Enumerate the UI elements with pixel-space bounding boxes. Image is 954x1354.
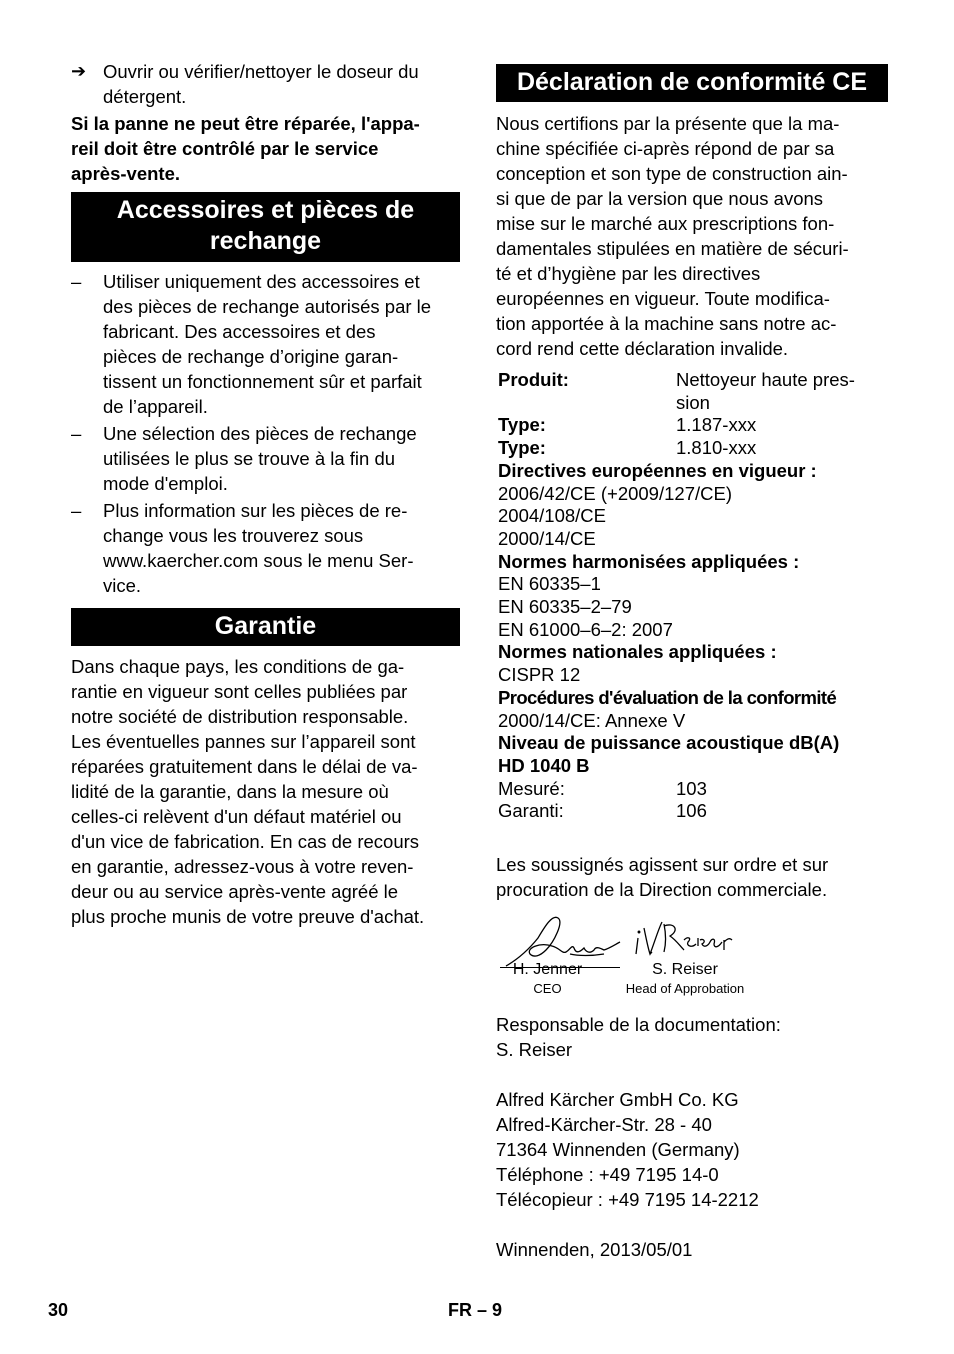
signature-reiser bbox=[636, 922, 732, 954]
guaranteed-value: 106 bbox=[676, 800, 707, 822]
standard-item: CISPR 12 bbox=[498, 664, 581, 686]
paragraph-line: notre société de distribution responsable. bbox=[71, 706, 409, 727]
paragraph-line: tion apportée à la machine sans notre ac- bbox=[496, 313, 837, 334]
signer-jenner bbox=[500, 961, 595, 997]
paragraph-line: d'un vice de fabrication. En cas de recours bbox=[71, 831, 420, 852]
product-row bbox=[498, 369, 888, 414]
heading-line: Accessoires et pièces de bbox=[116, 196, 415, 224]
heading-line: rechange bbox=[209, 227, 322, 255]
dash-bullet: – bbox=[71, 500, 82, 521]
directives-label: Directives européennes en vigueur : bbox=[498, 459, 817, 481]
paragraph-line: en garantie, adressez-vous à votre reven- bbox=[71, 856, 414, 877]
product-value bbox=[676, 369, 888, 414]
measured-value: 103 bbox=[676, 777, 707, 799]
type-row bbox=[498, 437, 888, 460]
national-standards-label: Normes nationales appliquées : bbox=[498, 641, 777, 663]
paragraph-line: rantie en vigueur sont celles publiées par bbox=[71, 681, 408, 702]
model-label: HD 1040 B bbox=[498, 754, 590, 776]
conformity-procedures-label: Procédures d'évaluation de la conformité bbox=[498, 686, 837, 708]
signer-name: S. Reiser bbox=[652, 961, 718, 978]
type-value: 1.187-xxx bbox=[676, 414, 757, 436]
garantie-heading: Garantie bbox=[71, 608, 460, 646]
instruction-text bbox=[103, 59, 460, 109]
address-line: Alfred-Kärcher-Str. 28 - 40 bbox=[496, 1114, 712, 1135]
directive-item: 2006/42/CE (+2009/127/CE) bbox=[498, 482, 732, 504]
section-page-label: FR – 9 bbox=[448, 1300, 503, 1320]
type-row bbox=[498, 414, 888, 437]
sound-power-label: Niveau de puissance acoustique dB(A) bbox=[498, 732, 840, 754]
declaration-intro bbox=[496, 111, 888, 361]
list-line: des pièces de rechange autorisés par le bbox=[103, 296, 432, 317]
dash-bullet: – bbox=[71, 423, 82, 444]
signature-jenner bbox=[506, 917, 620, 966]
product-label: Produit: bbox=[498, 369, 569, 390]
list-line: Une sélection des pièces de rechange bbox=[103, 423, 417, 444]
value-line: Nettoyeur haute pres- bbox=[676, 369, 855, 390]
paragraph-line: chine spécifiée ci-après répond de par sa bbox=[496, 138, 835, 159]
paragraph-line: Nous certifions par la présente que la ma- bbox=[496, 113, 840, 134]
harmonized-standards-label: Normes harmonisées appliquées : bbox=[498, 550, 800, 572]
paragraph-line: plus proche munis de votre preuve d'achat. bbox=[71, 906, 425, 927]
paragraph-line: procuration de la Direction commerciale. bbox=[496, 879, 828, 900]
signer-name: H. Jenner bbox=[512, 961, 583, 978]
warning-line: reil doit être contrôlé par le service bbox=[71, 138, 379, 159]
standard-item: EN 61000–6–2: 2007 bbox=[498, 618, 673, 640]
place-date: Winnenden, 2013/05/01 bbox=[496, 1239, 693, 1260]
paragraph-line: réparées gratuitement dans le délai de va- bbox=[71, 756, 418, 777]
guaranteed-row bbox=[498, 800, 888, 823]
paragraph-line: deur ou au service après-vente agréé le bbox=[71, 881, 399, 902]
procedure-item: 2000/14/CE: Annexe V bbox=[498, 709, 686, 731]
paragraph-line: té et d’hygiène par les directives bbox=[496, 263, 761, 284]
list-item bbox=[71, 269, 460, 419]
paragraph-line: Les soussignés agissent sur ordre et sur bbox=[496, 854, 829, 875]
paragraph-line: conception et son type de construction ain- bbox=[496, 163, 848, 184]
list-line: tissent un fonctionnement sûr et parfait bbox=[103, 371, 422, 392]
paragraph-line: Dans chaque pays, les conditions de ga- bbox=[71, 656, 405, 677]
paragraph-line: lidité de la garantie, dans la mesure où bbox=[71, 781, 389, 802]
instruction-line: Ouvrir ou vérifier/nettoyer le doseur du bbox=[103, 61, 419, 82]
signer-role: Head of Approbation bbox=[625, 981, 745, 996]
list-line: fabricant. Des accessoires et des bbox=[103, 321, 376, 342]
accessories-heading bbox=[71, 192, 460, 262]
address-line: Téléphone : +49 7195 14-0 bbox=[496, 1164, 719, 1185]
documentation-responsible bbox=[496, 1012, 888, 1062]
address-line: 71364 Winnenden (Germany) bbox=[496, 1139, 740, 1160]
directive-item: 2004/108/CE bbox=[498, 505, 607, 527]
signer-role: CEO bbox=[533, 981, 562, 996]
warning-paragraph bbox=[71, 111, 460, 186]
address-line: Télécopieur : +49 7195 14-2212 bbox=[496, 1189, 759, 1210]
declaration-heading: Déclaration de conformité CE bbox=[496, 64, 888, 102]
address-line: Alfred Kärcher GmbH Co. KG bbox=[496, 1089, 739, 1110]
directive-item: 2000/14/CE bbox=[498, 527, 596, 549]
list-line: utilisées le plus se trouve à la fin du bbox=[103, 448, 396, 469]
paragraph-line: européennes en vigueur. Toute modifica- bbox=[496, 288, 830, 309]
instruction-line: détergent. bbox=[103, 86, 187, 107]
garantie-paragraph bbox=[71, 654, 460, 929]
guaranteed-label: Garanti: bbox=[498, 800, 564, 822]
value-line: sion bbox=[676, 391, 710, 413]
list-line: change vous les trouverez sous bbox=[103, 525, 364, 546]
list-line: pièces de rechange d’origine garan- bbox=[103, 346, 399, 367]
type-label: Type: bbox=[498, 437, 546, 459]
arrow-right-icon: ➔ bbox=[71, 61, 87, 81]
paragraph-line: cord rend cette déclaration invalide. bbox=[496, 338, 789, 359]
list-line: Plus information sur les pièces de re- bbox=[103, 500, 408, 521]
paragraph-line: si que de par la version que nous avons bbox=[496, 188, 824, 209]
list-line: Utiliser uniquement des accessoires et bbox=[103, 271, 420, 292]
instruction-item bbox=[71, 59, 460, 109]
type-value: 1.810-xxx bbox=[676, 437, 757, 459]
paragraph-line: Responsable de la documentation: bbox=[496, 1014, 781, 1035]
paragraph-line: mise sur le marché aux prescriptions fon- bbox=[496, 213, 835, 234]
list-line: www.kaercher.com sous le menu Ser- bbox=[103, 550, 414, 571]
measured-row bbox=[498, 778, 888, 801]
list-item bbox=[71, 498, 460, 598]
paragraph-line: S. Reiser bbox=[496, 1039, 573, 1060]
paragraph-line: Les éventuelles pannes sur l’appareil sont bbox=[71, 731, 416, 752]
warning-line: Si la panne ne peut être réparée, l'appa- bbox=[71, 113, 420, 134]
measured-label: Mesuré: bbox=[498, 777, 565, 799]
list-item bbox=[71, 421, 460, 496]
standard-item: EN 60335–2–79 bbox=[498, 596, 632, 618]
accessories-list bbox=[71, 269, 460, 600]
company-address bbox=[496, 1087, 888, 1212]
list-line: mode d'emploi. bbox=[103, 473, 228, 494]
paragraph-line: damentales stipulées en matière de sécuri- bbox=[496, 238, 849, 259]
list-line: de l’appareil. bbox=[103, 396, 208, 417]
declaration-details bbox=[498, 369, 888, 823]
paragraph-line: celles-ci relèvent d'un défaut matériel ou bbox=[71, 806, 402, 827]
warning-line: après-vente. bbox=[71, 163, 180, 184]
type-label: Type: bbox=[498, 414, 546, 436]
signer-reiser bbox=[610, 961, 760, 997]
page-number: 30 bbox=[48, 1300, 69, 1320]
standard-item: EN 60335–1 bbox=[498, 573, 601, 595]
list-line: vice. bbox=[103, 575, 142, 596]
signers-paragraph bbox=[496, 852, 888, 902]
dash-bullet: – bbox=[71, 271, 82, 292]
